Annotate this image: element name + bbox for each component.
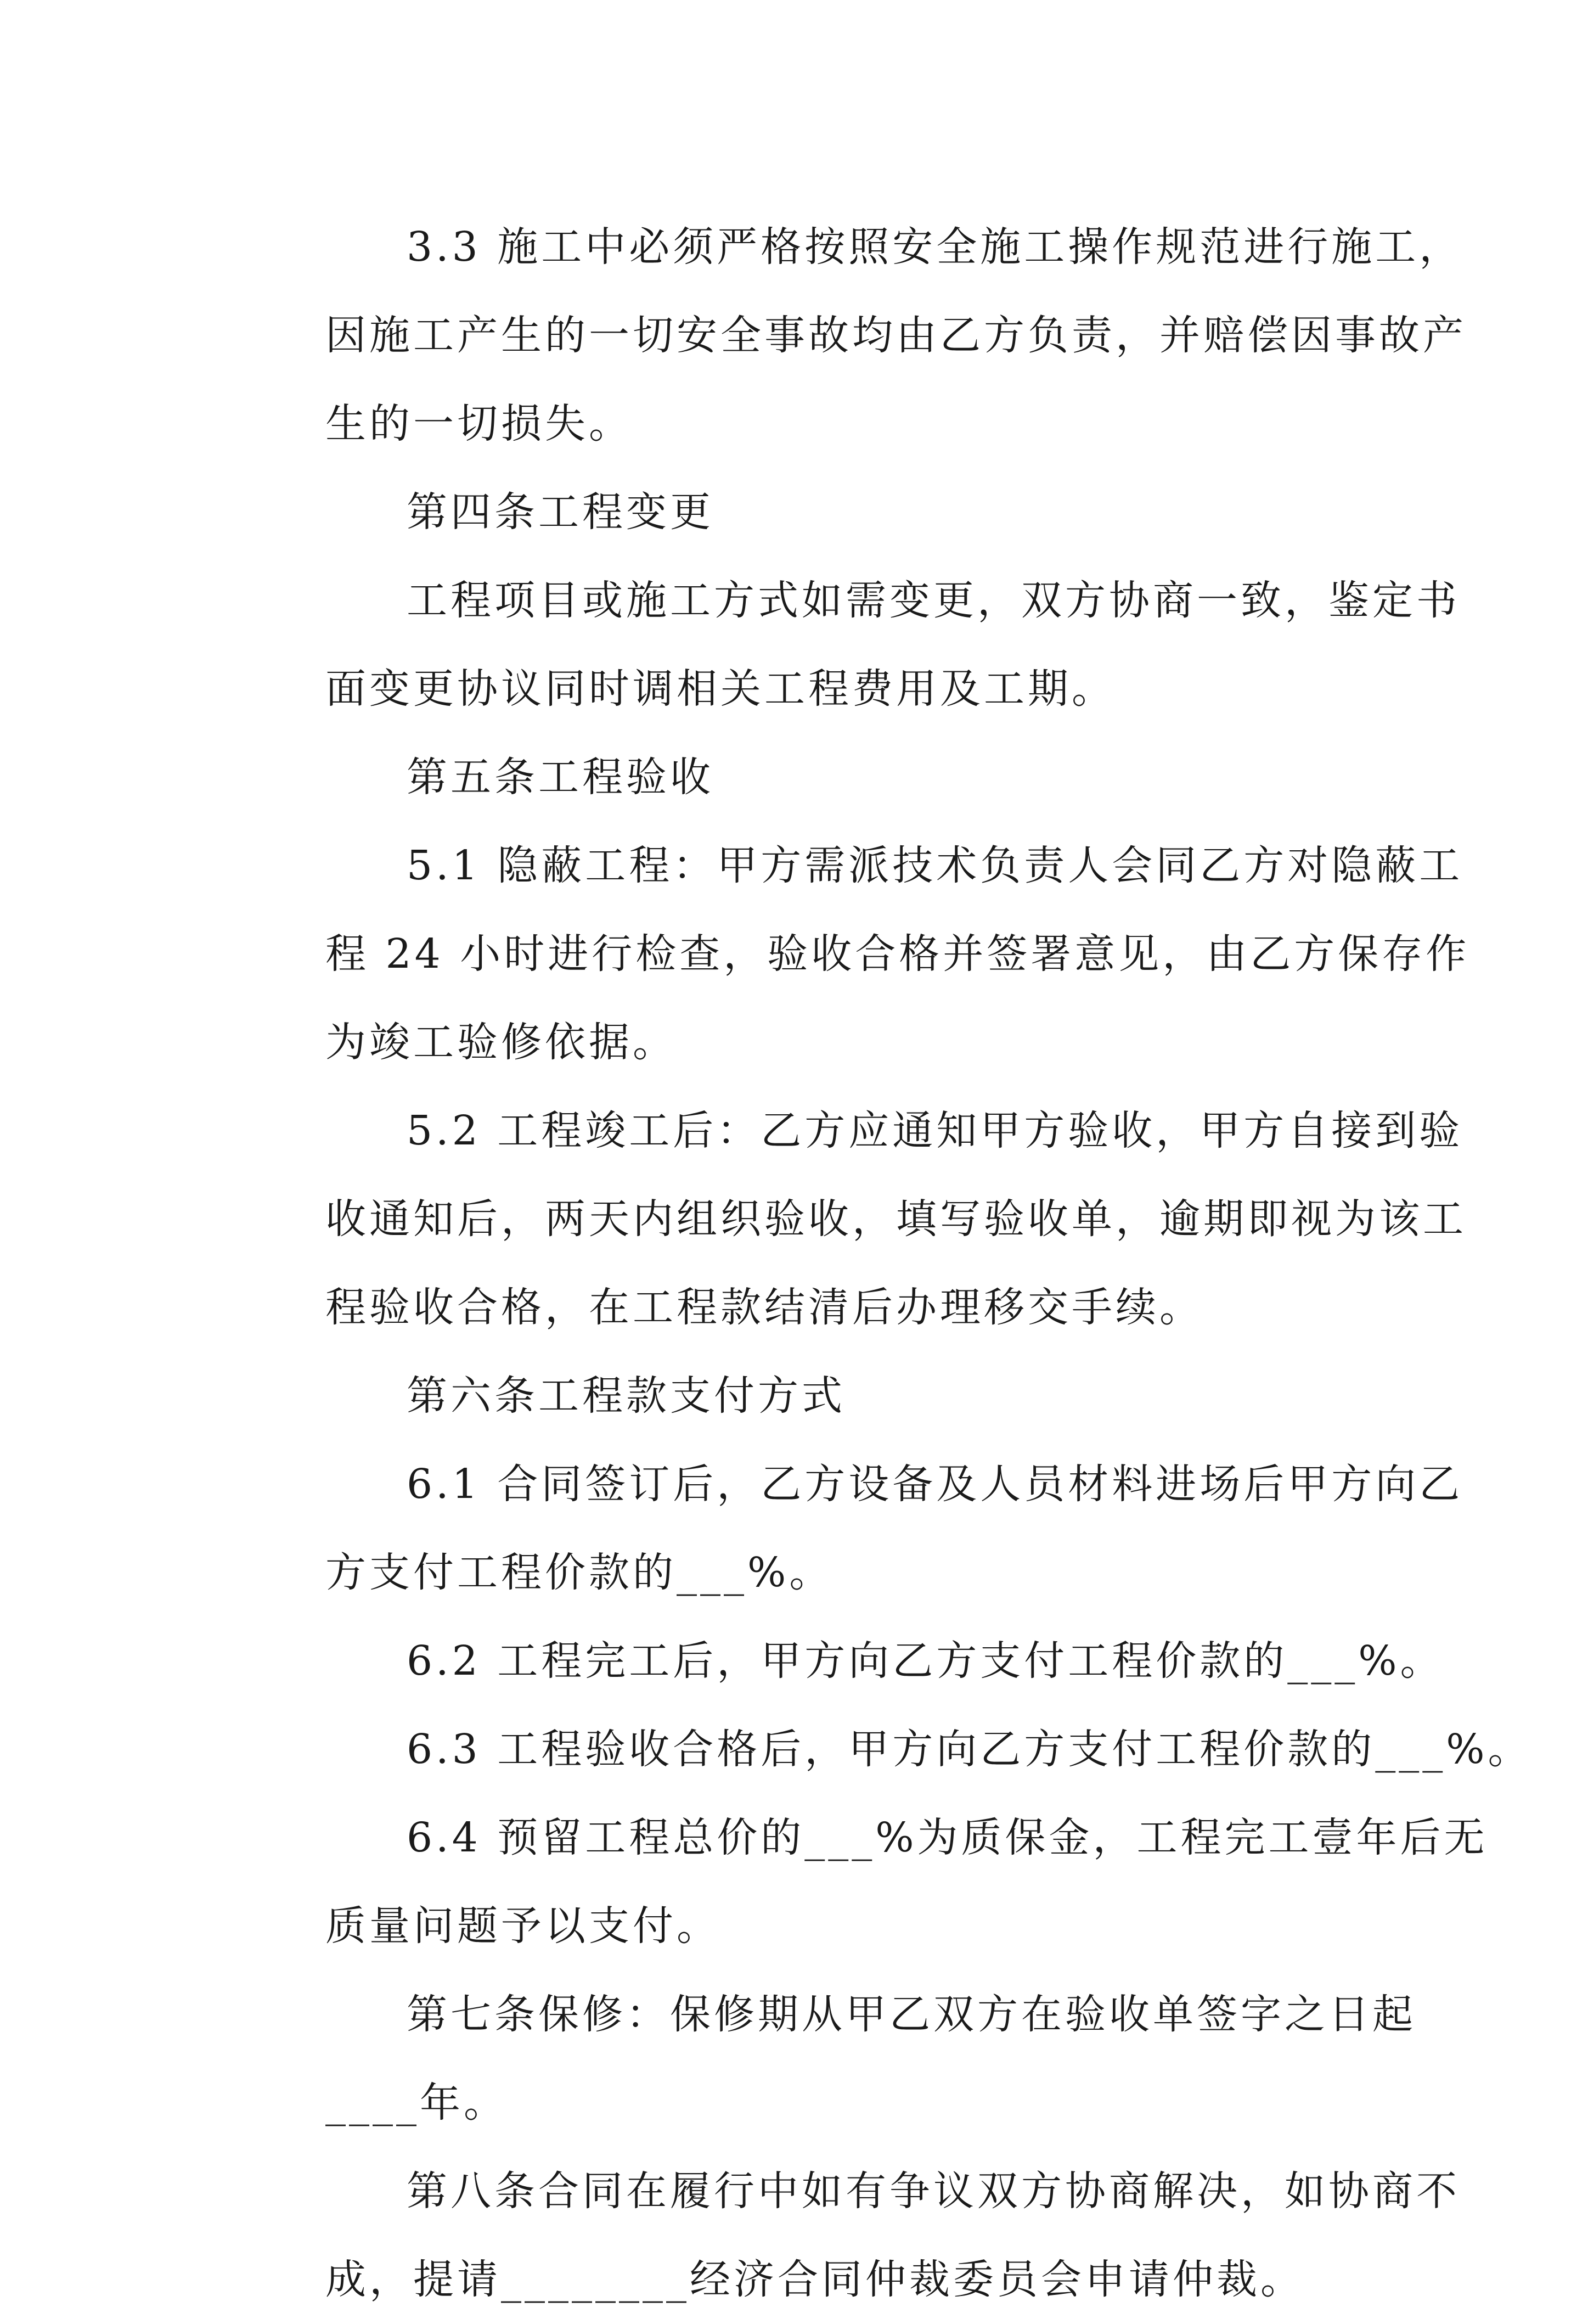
paragraph-3-3	[244, 203, 1467, 468]
text-line: 6.2 工程完工后，甲方向乙方支付工程价款的___%。	[407, 1637, 1444, 1685]
text-line: 第六条工程款支付方式	[407, 1372, 846, 1419]
text-line: 程 24 小时进行检查，验收合格并签署意见，由乙方保存作	[325, 930, 1470, 978]
text-line: 6.4 预留工程总价的___%为质保金，工程完工壹年后无	[407, 1814, 1488, 1861]
paragraph-article-8	[244, 2147, 1460, 2324]
text-line: 程验收合格，在工程款结清后办理移交手续。	[325, 1284, 1203, 1331]
text-line: 生的一切损失。	[325, 400, 633, 447]
text-line: 质量问题予以支付。	[325, 1902, 720, 1950]
text-line: 因施工产生的一切安全事故均由乙方负责，并赔偿因事故产	[325, 312, 1467, 359]
text-line: 5.1 隐蔽工程：甲方需派技术负责人会同乙方对隐蔽工	[407, 842, 1463, 889]
paragraph-6-1	[244, 1440, 1463, 1617]
text-line: 5.2 工程竣工后：乙方应通知甲方验收，甲方自接到验	[407, 1107, 1463, 1154]
text-line: 收通知后，两天内组织验收，填写验收单，逾期即视为该工	[325, 1195, 1467, 1243]
paragraph-article-4	[244, 557, 1460, 733]
paragraph-6-3	[244, 1705, 1532, 1794]
text-line: 成，提请________经济合同仲裁委员会申请仲裁。	[325, 2256, 1304, 2303]
paragraph-5-1	[244, 822, 1470, 1087]
paragraph-article-7	[244, 1971, 1416, 2147]
text-line: 工程项目或施工方式如需变更，双方协商一致，鉴定书	[407, 577, 1460, 624]
text-line: 6.1 合同签订后，乙方设备及人员材料进场后甲方向乙	[407, 1461, 1463, 1508]
paragraph-6-4	[244, 1794, 1488, 1971]
text-line: 第五条工程验收	[407, 754, 714, 801]
heading-article-5	[244, 733, 1364, 822]
text-line: 第七条保修：保修期从甲乙双方在验收单签字之日起	[407, 1991, 1416, 2038]
text-line: 第四条工程变更	[407, 489, 714, 536]
text-line: 方支付工程价款的___%。	[325, 1549, 834, 1596]
text-line: 第八条合同在履行中如有争议双方协商解决，如协商不	[407, 2168, 1460, 2215]
text-line: ____年。	[325, 2079, 508, 2126]
heading-article-4	[244, 468, 1364, 557]
text-line: 3.3 施工中必须严格按照安全施工操作规范进行施工，	[407, 223, 1463, 271]
text-line: 为竣工验修依据。	[325, 1019, 677, 1066]
text-line: 面变更协议同时调相关工程费用及工期。	[325, 665, 1116, 712]
document-body	[244, 203, 1532, 2324]
paragraph-6-2	[244, 1617, 1444, 1705]
paragraph-5-2	[244, 1087, 1467, 1352]
text-line: 6.3 工程验收合格后，甲方向乙方支付工程价款的___%。	[407, 1726, 1532, 1773]
heading-article-6	[244, 1352, 1364, 1440]
